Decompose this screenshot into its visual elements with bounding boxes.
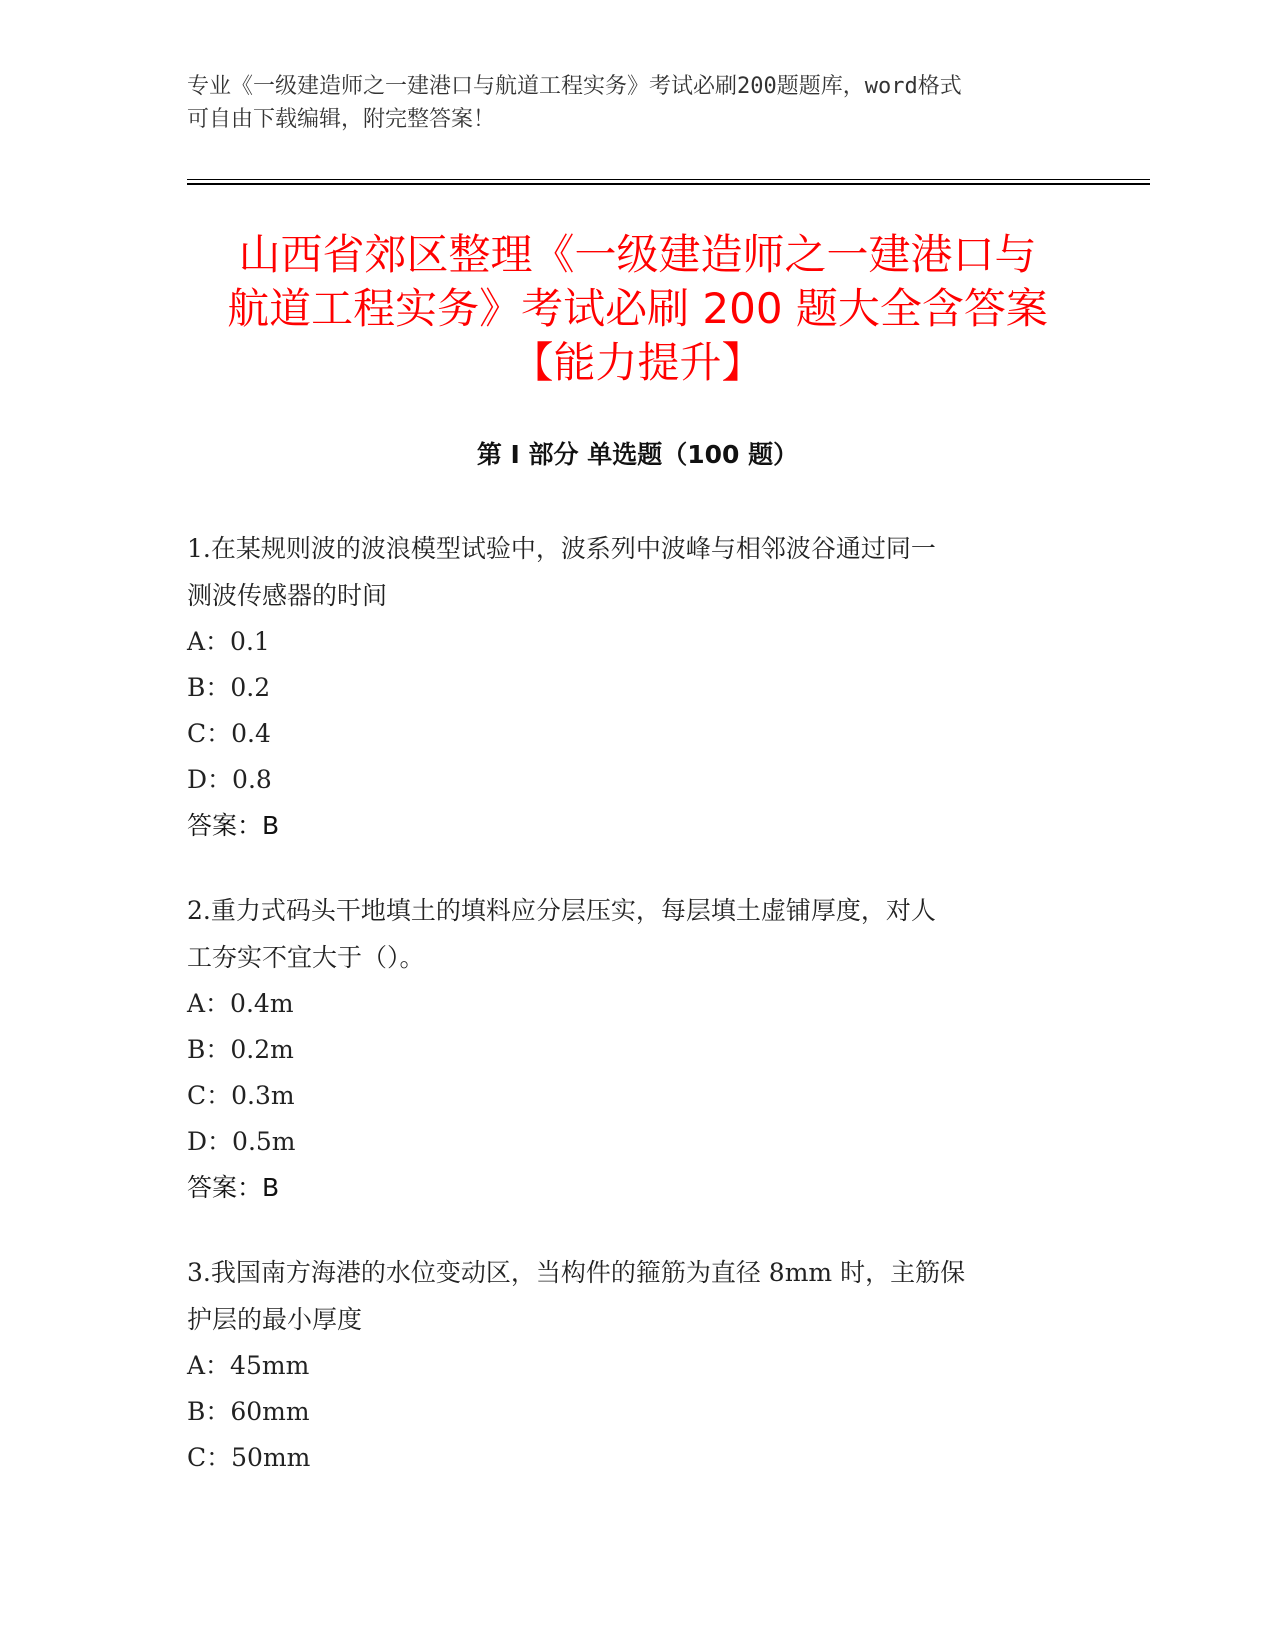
question-3-stem-line-1: 3.我国南方海港的水位变动区，当构件的箍筋为直径 8mm 时，主筋保 xyxy=(187,1258,966,1287)
question-3-stem xyxy=(187,1249,1067,1343)
document-title-line-2: 航道工程实务》考试必刷 200 题大全含答案 xyxy=(227,284,1048,333)
question-3-option-c: C：50mm xyxy=(187,1443,311,1472)
question-2-option-a: A：0.4m xyxy=(187,989,294,1018)
header-note-line-2: 可自由下载编辑，附完整答案！ xyxy=(187,107,496,132)
section-heading: 第 I 部分 单选题（100 题） xyxy=(476,440,799,469)
header-note xyxy=(187,70,1067,136)
question-2-stem-line-2: 工夯实不宜大于（）。 xyxy=(187,943,425,972)
question-3-option-b: B：60mm xyxy=(187,1397,310,1426)
question-2-stem-line-1: 2.重力式码头干地填土的填料应分层压实，每层填土虚铺厚度，对人 xyxy=(187,896,936,925)
question-2-option-c: C：0.3m xyxy=(187,1081,295,1110)
question-1-option-b: B：0.2 xyxy=(187,673,271,702)
document-title-line-1: 山西省郊区整理《一级建造师之一建港口与 xyxy=(238,230,1037,279)
header-note-line-1: 专业《一级建造师之一建港口与航道工程实务》考试必刷200题题库，word格式 xyxy=(187,74,962,99)
question-2 xyxy=(187,887,1067,1211)
question-1-stem xyxy=(187,525,1067,619)
question-3 xyxy=(187,1249,1067,1481)
document-title xyxy=(150,228,1125,390)
question-2-answer: 答案：B xyxy=(187,1173,280,1202)
question-3-option-a: A：45mm xyxy=(187,1351,310,1380)
question-2-option-b: B：0.2m xyxy=(187,1035,294,1064)
document-title-line-3: 【能力提升】 xyxy=(511,338,764,387)
question-1 xyxy=(187,525,1067,849)
question-2-stem xyxy=(187,887,1067,981)
question-list xyxy=(187,525,1067,1519)
header-divider-thin xyxy=(187,179,1150,180)
header-divider-thick xyxy=(187,183,1150,185)
question-1-option-c: C：0.4 xyxy=(187,719,271,748)
question-1-stem-line-2: 测波传感器的时间 xyxy=(187,581,388,610)
question-1-answer: 答案：B xyxy=(187,811,280,840)
question-1-option-a: A：0.1 xyxy=(187,627,270,656)
question-2-option-d: D：0.5m xyxy=(187,1127,296,1156)
question-3-stem-line-2: 护层的最小厚度 xyxy=(187,1305,363,1334)
question-1-option-d: D：0.8 xyxy=(187,765,272,794)
question-1-stem-line-1: 1.在某规则波的波浪模型试验中，波系列中波峰与相邻波谷通过同一 xyxy=(187,534,936,563)
